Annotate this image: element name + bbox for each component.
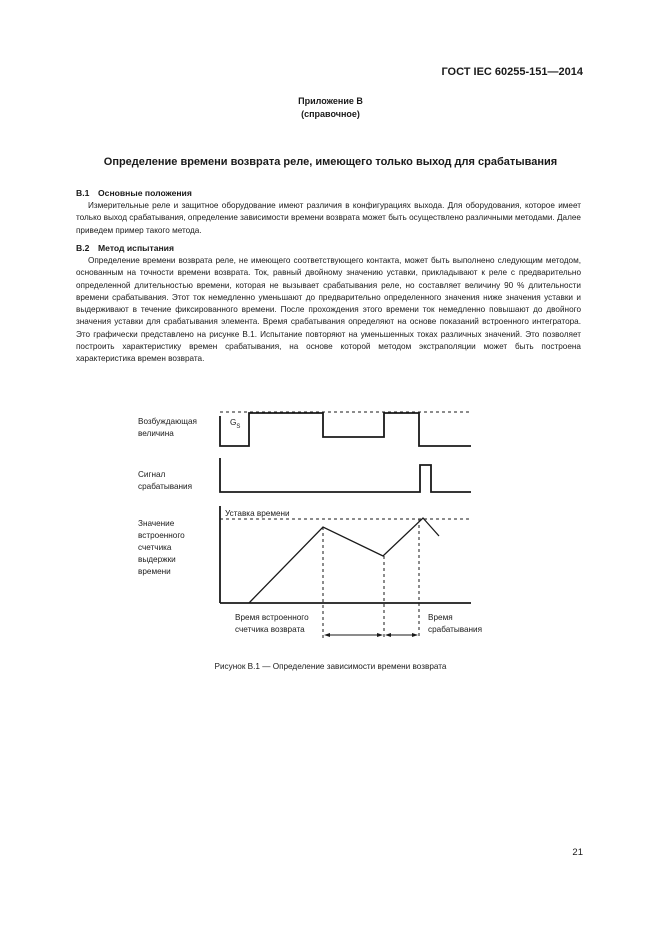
arrowhead — [385, 633, 391, 637]
annex-type: (справочное) — [301, 109, 360, 119]
arrowhead — [377, 633, 383, 637]
label-reset-time-line2: счетчика возврата — [235, 625, 305, 634]
label-excitation-line1: Возбуждающая — [138, 417, 197, 426]
page-number: 21 — [572, 847, 583, 858]
label-trip-time-line1: Время — [428, 613, 453, 622]
label-gs: $G_S$ — [230, 418, 241, 430]
excitation-waveform — [220, 413, 471, 446]
label-time-setting: Уставка времени — [225, 509, 290, 518]
arrowhead — [324, 633, 330, 637]
section-title: Метод испытания — [98, 243, 174, 253]
section-number: В.1 — [76, 188, 90, 198]
label-excitation-line2: величина — [138, 429, 174, 438]
figure-caption: Рисунок В.1 — Определение зависимости времени возврата — [214, 662, 447, 671]
label-counter-line5: времени — [138, 567, 171, 576]
label-trip-line2: срабатывания — [138, 482, 193, 491]
label-counter-line3: счетчика — [138, 543, 172, 552]
counter-ramp-curve — [249, 518, 439, 603]
label-reset-time-line1: Время встроенного — [235, 613, 309, 622]
trip-signal-waveform — [220, 458, 471, 492]
label-trip-line1: Сигнал — [138, 470, 166, 479]
label-counter-line4: выдержки — [138, 555, 176, 564]
arrowhead — [412, 633, 418, 637]
annex-title: Приложение В — [298, 96, 363, 106]
main-title: Определение времени возврата реле, имеющего только выход для срабатывания — [103, 156, 558, 168]
section-b1-paragraph: Измерительные реле и защитное оборудование имеют различия в конфигурациях выхода. Для оборудования, которое имеет только выход срабатывания, определение зависимости времени возврата может быть осуществлено различными методами. Далее приведем пример такого метода. — [76, 201, 581, 235]
label-trip-time-line2: срабатывания — [428, 625, 483, 634]
label-counter-line2: встроенного — [138, 531, 185, 540]
label-counter-line1: Значение — [138, 519, 175, 528]
section-title: Основные положения — [98, 188, 192, 198]
document-standard-number: ГОСТ IEC 60255-151—2014 — [441, 66, 583, 78]
section-number: В.2 — [76, 243, 90, 253]
section-b2-paragraph: Определение времени возврата реле, не имеющего соответствующего контакта, может быть выполнено следующим методом, основанным на точности времени возврата. Ток, равный двойному значению уставки, прикладывают к реле с предварительно определенной длительностью времени, которая не вызывает срабатывания реле, но составляет величину 90 % длительности времени срабатывания. Этот ток немедленно уменьшают до предварительно определенного значения ниже значения уставки и выдерживают в течение фиксированного времени. После прохождения этого времени ток немедленно повышают до двойного значения уставки для срабатывания элемента. Время срабатывания определяют на основе показаний встроенного интегратора. Это графически представлено на рисунке В.1. Испытание повторяют на уменьшенных токах различных значений. Это позволяет построить характеристику времен срабатывания, на основе которой методом экстраполяции может быть построена характеристика времен возврата. — [76, 256, 581, 364]
